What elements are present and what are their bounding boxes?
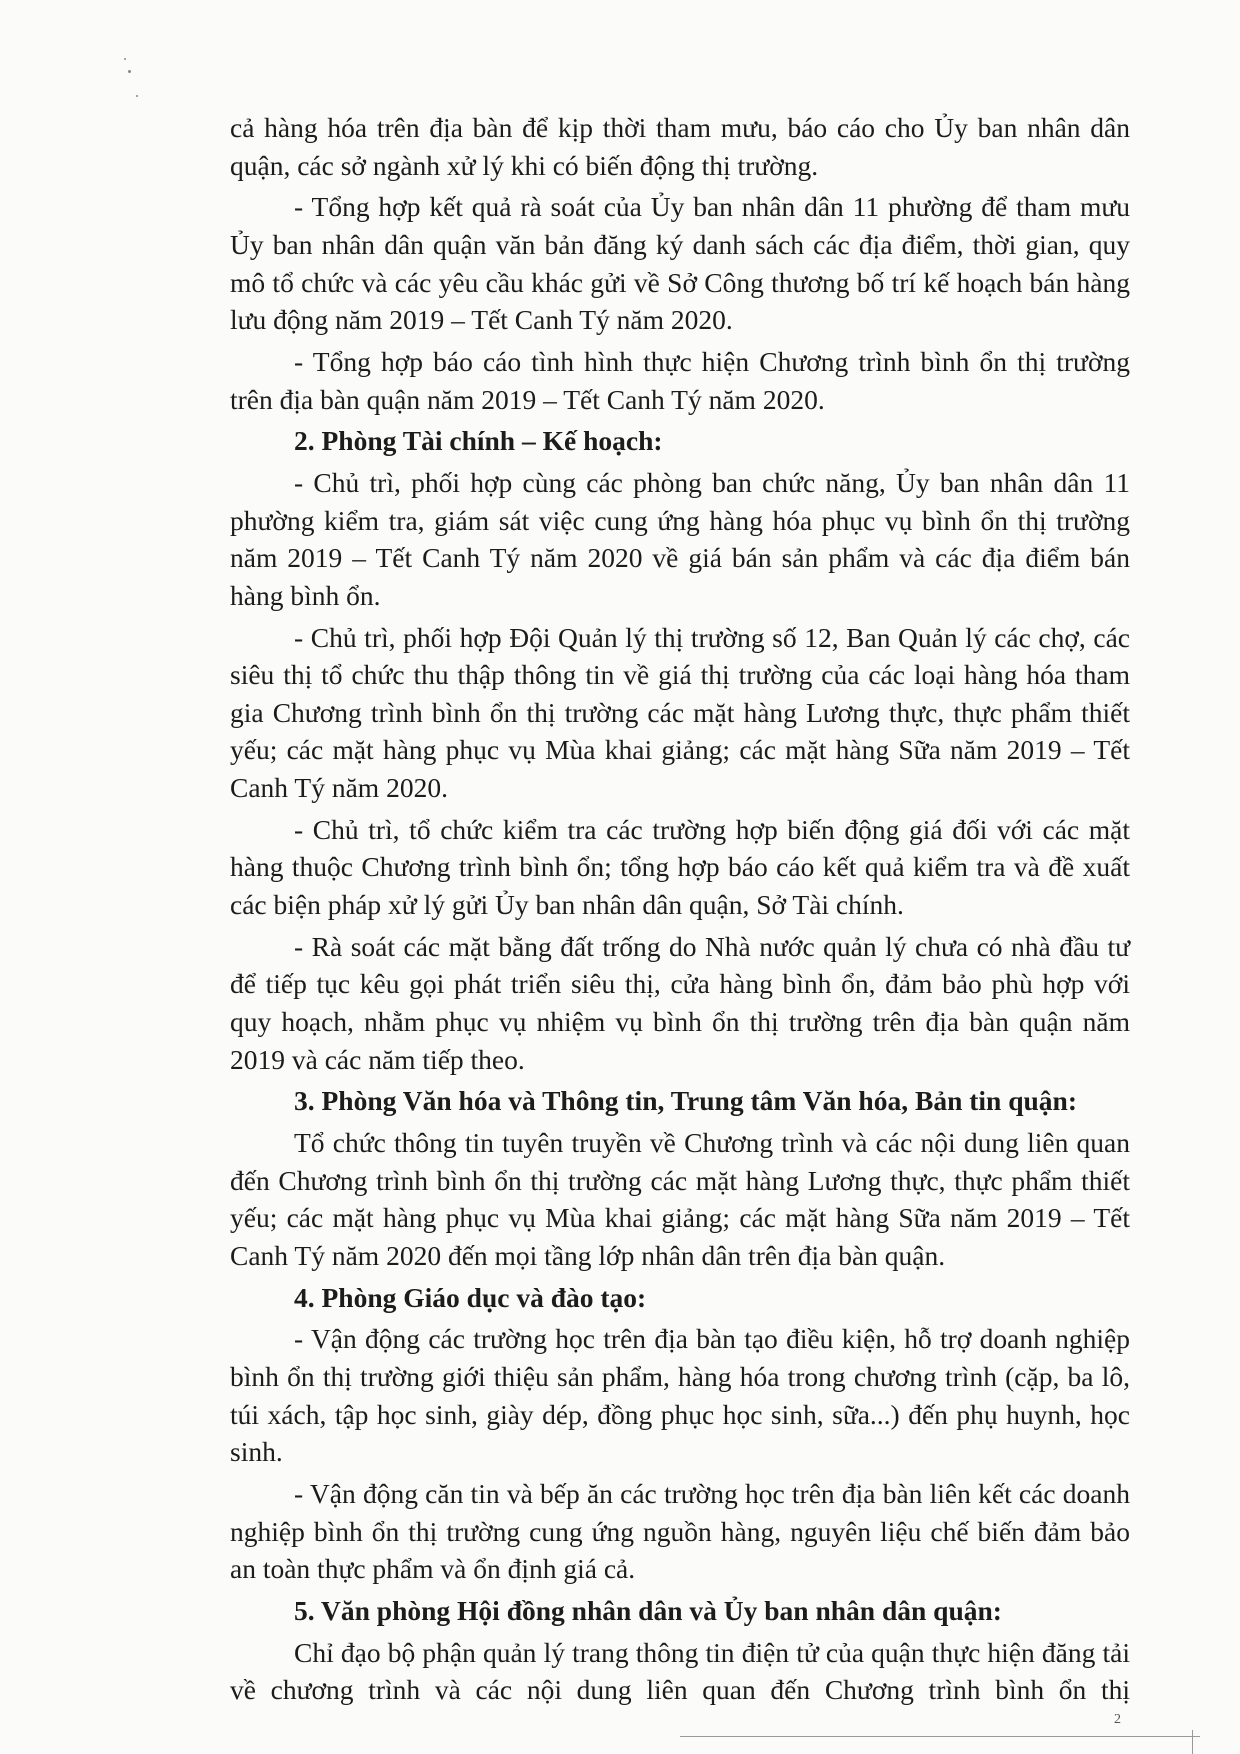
paragraph-bullet: - Chủ trì, phối hợp Đội Quản lý thị trường số 12, Ban Quản lý các chợ, các siêu thị tổ chức thu thập thông tin về giá thị trường của các loại hàng hóa tham gia Chương trình bình ổn thị trường các mặt hàng Lương thực, thực phẩm thiết yếu; các mặt hàng phục vụ Mùa khai giảng; các mặt hàng Sữa năm 2019 – Tết Canh Tý năm 2020. — [230, 621, 1130, 804]
paragraph-continuation: cả hàng hóa trên địa bàn để kịp thời tham mưu, báo cáo cho Ủy ban nhân dân quận, các sở ngành xử lý khi có biến động thị trường. — [230, 112, 1130, 181]
scan-speck — [124, 58, 126, 60]
paragraph-bullet: - Chủ trì, tổ chức kiểm tra các trường hợp biến động giá đối với các mặt hàng thuộc Chương trình bình ổn; tổng hợp báo cáo kết quả kiểm tra và đề xuất các biện pháp xử lý gửi Ủy ban nhân dân quận, Sở Tài chính. — [230, 813, 1130, 920]
paragraph-text: Tổ chức thông tin tuyên truyền về Chương trình và các nội dung liên quan đến Chương trình bình ổn thị trường các mặt hàng Lương thực, thực phẩm thiết yếu; các mặt hàng phục vụ Mùa khai giảng; các mặt hàng Sữa năm 2019 – Tết Canh Tý năm 2020 đến mọi tầng lớp nhân dân trên địa bàn quận. — [230, 1127, 1130, 1271]
paragraph-text: Chỉ đạo bộ phận quản lý trang thông tin điện tử của quận thực hiện đăng tải về chương trình và các nội dung liên quan đến Chương trình bình ổn thị — [230, 1636, 1130, 1706]
scan-edge-line — [1192, 1730, 1193, 1754]
document-body — [230, 109, 1130, 1713]
scan-edge-line — [680, 1736, 1200, 1737]
section-heading: 4. Phòng Giáo dục và đào tạo: — [294, 1281, 647, 1313]
section-heading: 2. Phòng Tài chính – Kế hoạch: — [294, 425, 663, 457]
section-heading: 5. Văn phòng Hội đồng nhân dân và Ủy ban nhân dân quận: — [294, 1595, 1002, 1626]
paragraph-bullet: - Vận động các trường học trên địa bàn tạo điều kiện, hỗ trợ doanh nghiệp bình ổn thị trường giới thiệu sản phẩm, hàng hóa trong chương trình (cặp, ba lô, túi xách, tập học sinh, giày dép, đồng phục học sinh, sữa...) đến phụ huynh, học sinh. — [230, 1323, 1130, 1468]
scan-speck — [128, 70, 131, 73]
paragraph-bullet: - Tổng hợp kết quả rà soát của Ủy ban nhân dân 11 phường để tham mưu Ủy ban nhân dân quận văn bản đăng ký danh sách các địa điểm, thời gian, quy mô tổ chức và các yêu cầu khác gửi về Sở Công thương bố trí kế hoạch bán hàng lưu động năm 2019 – Tết Canh Tý năm 2020. — [230, 191, 1130, 336]
section-heading: 3. Phòng Văn hóa và Thông tin, Trung tâm Văn hóa, Bản tin quận: — [294, 1085, 1077, 1117]
page-number: 2 — [1114, 1712, 1121, 1727]
paragraph-bullet: - Chủ trì, phối hợp cùng các phòng ban chức năng, Ủy ban nhân dân 11 phường kiểm tra, giám sát việc cung ứng hàng hóa phục vụ bình ổn thị trường năm 2019 – Tết Canh Tý năm 2020 về giá bán sản phẩm và các địa điểm bán hàng bình ổn. — [230, 467, 1130, 611]
paragraph-bullet: - Rà soát các mặt bằng đất trống do Nhà nước quản lý chưa có nhà đầu tư để tiếp tục kêu gọi phát triển siêu thị, cửa hàng bình ổn, đảm bảo phù hợp với quy hoạch, nhằm phục vụ nhiệm vụ bình ổn thị trường trên địa bàn quận năm 2019 và các năm tiếp theo. — [230, 930, 1130, 1075]
paragraph-bullet: - Tổng hợp báo cáo tình hình thực hiện Chương trình bình ổn thị trường trên địa bàn quận năm 2019 – Tết Canh Tý năm 2020. — [230, 345, 1130, 415]
scan-speck — [136, 95, 138, 97]
paragraph-bullet: - Vận động căn tin và bếp ăn các trường học trên địa bàn liên kết các doanh nghiệp bình ổn thị trường cung ứng nguồn hàng, nguyên liệu chế biến đảm bảo an toàn thực phẩm và ổn định giá cả. — [230, 1478, 1130, 1585]
